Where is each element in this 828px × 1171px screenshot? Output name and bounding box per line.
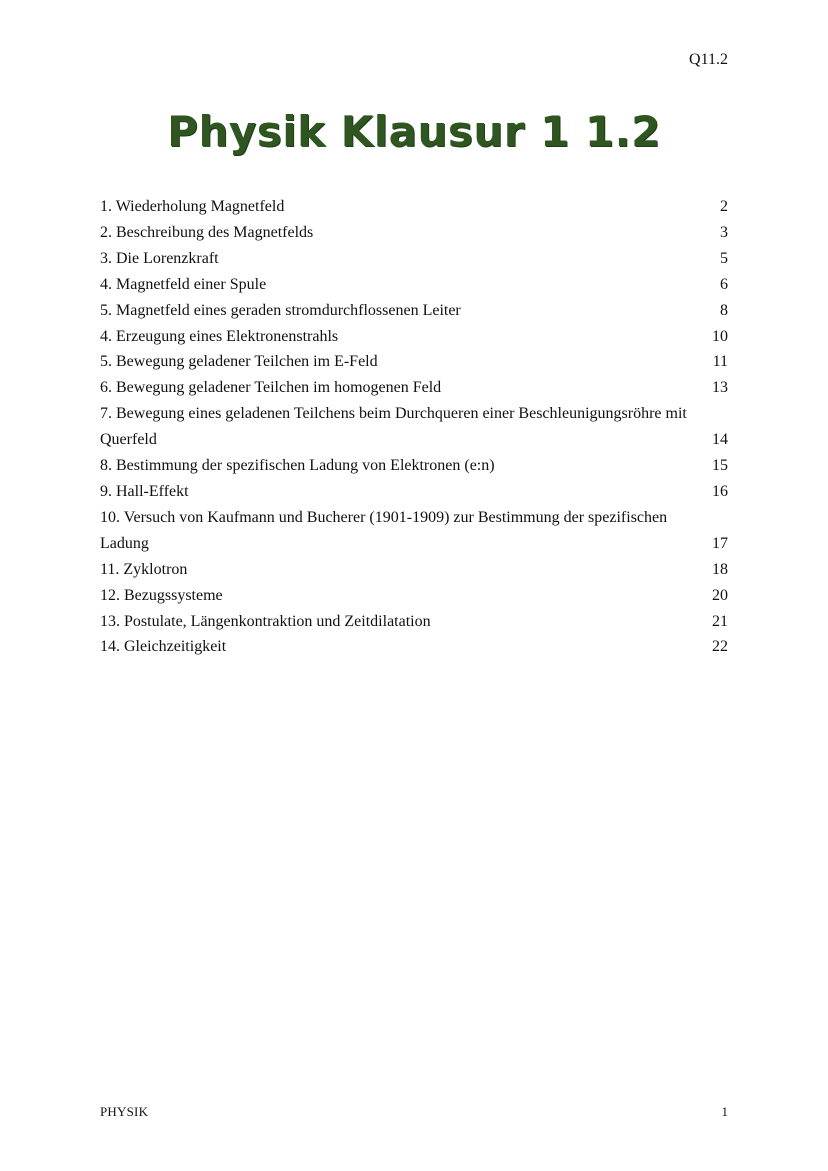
toc-entry-title: 4. Erzeugung eines Elektronenstrahls — [100, 327, 339, 345]
toc-entry-title: 3. Die Lorenzkraft — [100, 249, 219, 267]
toc-entry-page: 13 — [712, 379, 728, 397]
toc-entry-title: 12. Bezugssysteme — [100, 586, 223, 604]
toc-entry-2 — [100, 220, 728, 246]
toc-entry-16 — [100, 634, 728, 660]
toc-entry-15 — [100, 609, 728, 635]
toc-entry-page: 14 — [712, 431, 728, 449]
toc-entry-11 — [100, 479, 728, 505]
toc-entry-9 — [100, 401, 728, 453]
toc-entry-13 — [100, 557, 728, 583]
document-title: Physik Klausur 1 1.2 — [167, 107, 661, 156]
toc-entry-title: 6. Bewegung geladener Teilchen im homogenen Feld — [100, 379, 442, 397]
toc-entry-1 — [100, 194, 728, 220]
toc-entry-page: 10 — [712, 327, 728, 345]
toc-entry-title: 1. Wiederholung Magnetfeld — [100, 198, 285, 215]
toc-entry-title: 2. Beschreibung des Magnetfelds — [100, 223, 314, 241]
toc-entry-page: 5 — [720, 249, 728, 267]
toc-entry-12 — [100, 505, 728, 557]
toc-entry-page: 2 — [720, 198, 728, 215]
toc-entry-title-line2: Querfeld — [100, 431, 157, 449]
page-label: Q11.2 — [689, 51, 728, 68]
toc-entry-title: 8. Bestimmung der spezifischen Ladung von Elektronen (e:n) — [100, 457, 495, 475]
toc-entry-title: 14. Gleichzeitigkeit — [100, 638, 227, 656]
footer-page-number: 1 — [721, 1104, 728, 1119]
toc-entry-page: 18 — [712, 560, 728, 578]
toc-entry-title: 5. Bewegung geladener Teilchen im E-Feld — [100, 353, 378, 371]
toc-entry-title: 4. Magnetfeld einer Spule — [100, 275, 267, 293]
toc-entry-title: 13. Postulate, Längenkontraktion und Zeitdilatation — [100, 612, 431, 630]
toc-entry-3 — [100, 246, 728, 272]
toc-entry-page: 11 — [712, 353, 728, 371]
toc-entry-title-line2: Ladung — [100, 534, 149, 552]
toc-entry-14 — [100, 583, 728, 609]
toc-entry-title-line1: 10. Versuch von Kaufmann und Bucherer (1901-1909) zur Bestimmung der spezifischen — [100, 508, 668, 526]
toc-entry-8 — [100, 375, 728, 401]
toc-entry-page: 6 — [720, 275, 728, 293]
toc-entry-page: 16 — [712, 482, 728, 500]
toc-entry-title: 5. Magnetfeld eines geraden stromdurchflossenen Leiter — [100, 301, 461, 319]
toc-entry-title-line1: 7. Bewegung eines geladenen Teilchens beim Durchqueren einer Beschleunigungsröhre mit — [100, 405, 687, 423]
toc-entry-page: 20 — [712, 586, 728, 604]
table-of-contents — [100, 194, 728, 660]
toc-entry-page: 15 — [712, 457, 728, 475]
toc-entry-4 — [100, 272, 728, 298]
toc-entry-page: 21 — [712, 612, 728, 630]
toc-entry-title: 9. Hall-Effekt — [100, 482, 189, 500]
toc-entry-page: 8 — [720, 301, 728, 319]
toc-entry-page: 3 — [720, 223, 728, 241]
toc-entry-5 — [100, 298, 728, 324]
toc-entry-10 — [100, 453, 728, 479]
toc-entry-6 — [100, 324, 728, 350]
toc-entry-page: 17 — [712, 534, 728, 552]
toc-entry-page: 22 — [712, 638, 728, 656]
toc-entry-title: 11. Zyklotron — [100, 560, 188, 578]
footer-subject: PHYSIK — [100, 1104, 149, 1119]
toc-entry-7 — [100, 349, 728, 375]
